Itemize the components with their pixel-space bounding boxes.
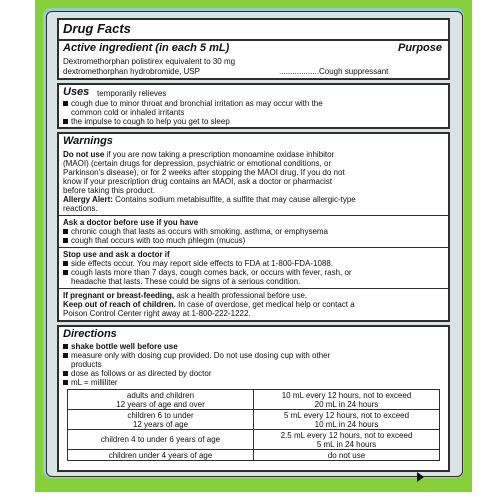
table-row — [68, 390, 440, 410]
age-cell: adults and children 12 years of age and over — [68, 390, 254, 410]
list-item: chronic cough that lasts as occurs with smoking, asthma, or emphysema — [63, 227, 328, 237]
bullet-icon — [63, 344, 68, 349]
uses-title: Uses — [63, 86, 90, 98]
list-item-cont: headache that lasts. These could be signs of a serious condition. — [71, 277, 301, 286]
uses-intro: temporarily relieves — [97, 89, 167, 98]
warnings-title: Warnings — [63, 135, 113, 147]
keep-out-line2: Poison Control Center right away at 1-800-222-1222. — [63, 309, 251, 318]
label-background — [46, 11, 463, 477]
dose-cell: do not use — [254, 450, 440, 461]
do-not-use-line3: Parkinson's disease), or for 2 weeks after stopping the MAOI drug. If you do not — [63, 168, 345, 177]
ingredient-line1: Dextromethorphan polistirex equivalent to 30 mg — [63, 57, 236, 66]
list-item: the impulse to cough to help you get to sleep — [63, 117, 230, 127]
continue-arrow-icon — [417, 472, 424, 482]
list-item-cont: products — [71, 360, 102, 369]
do-not-use-line5: before taking this product. — [63, 186, 156, 195]
table-row — [68, 450, 440, 461]
stop-use-title: Stop use and ask a doctor if — [63, 250, 170, 259]
age-cell: children 6 to under 12 years of age — [68, 410, 254, 430]
list-item-cont: common cold or inhaled irritants — [71, 108, 185, 117]
list-item: side effects occur. You may report side effects to FDA at 1-800-FDA-1088. — [63, 259, 333, 269]
do-not-use-line2: (MAOI) (certain drugs for depression, psychiatric or emotional conditions, or — [63, 159, 332, 168]
table-row — [68, 410, 440, 430]
divider — [59, 247, 448, 248]
drug-facts-panel — [57, 18, 450, 80]
purpose-label: Purpose — [397, 42, 442, 54]
divider — [59, 39, 448, 41]
ingredient-purpose: ..................Cough suppressant — [279, 67, 389, 76]
dosage-table — [67, 389, 440, 461]
ingredient-line2: dextromethorphan hydrobromide, USP — [63, 67, 200, 76]
divider — [59, 215, 448, 216]
ask-doctor-title: Ask a doctor before use if you have — [63, 218, 199, 227]
list-item: mL = milliliter — [63, 378, 118, 388]
allergy-line2: reactions. — [63, 204, 98, 213]
list-item: dose as follows or as directed by doctor — [63, 369, 212, 379]
bullet-icon — [63, 238, 68, 243]
bullet-icon — [63, 380, 68, 385]
package-side — [35, 0, 472, 492]
bullet-icon — [63, 119, 68, 124]
table-row — [68, 430, 440, 450]
directions-title: Directions — [63, 328, 117, 340]
list-item: cough lasts more than 7 days, cough comes back, or occurs with fever, rash, or — [63, 268, 352, 278]
bullet-icon — [63, 270, 68, 275]
dose-cell: 2.5 mL every 12 hours, not to exceed 5 mL in 24 hours — [254, 430, 440, 450]
label-frame — [43, 8, 464, 478]
bullet-icon — [63, 101, 68, 106]
uses-panel — [57, 83, 450, 129]
bullet-icon — [63, 371, 68, 376]
warnings-panel — [57, 132, 450, 322]
list-item: measure only with dosing cup provided. Do not use dosing cup with other — [63, 351, 330, 361]
bullet-icon — [63, 353, 68, 358]
directions-panel — [57, 325, 450, 472]
keep-out-line1: Keep out of reach of children. In case of overdose, get medical help or contact a — [63, 300, 355, 309]
dose-cell: 10 mL every 12 hours, not to exceed 20 mL in 24 hours — [254, 390, 440, 410]
allergy-line1: Allergy Alert: Contains sodium metabisulfite, a sulfite that may cause allergic-type — [63, 195, 356, 204]
age-cell: children 4 to under 6 years of age — [68, 430, 254, 450]
drug-facts-title: Drug Facts — [63, 21, 131, 36]
list-item: cough that occurs with too much phlegm (mucus) — [63, 236, 245, 246]
age-cell: children under 4 years of age — [68, 450, 254, 461]
divider — [59, 288, 448, 289]
do-not-use-line4: know if your prescription drug contains an MAOI, ask a doctor or pharmacist — [63, 177, 333, 186]
dose-cell: 5 mL every 12 hours, not to exceed 10 mL in 24 hours — [254, 410, 440, 430]
list-item: cough due to minor throat and bronchial irritation as may occur with the — [63, 99, 323, 109]
list-item: shake bottle well before use — [63, 342, 178, 352]
bullet-icon — [63, 229, 68, 234]
bullet-icon — [63, 261, 68, 266]
active-ingredient-label: Active ingredient (in each 5 mL) — [63, 42, 230, 54]
pregnant-line: If pregnant or breast-feeding, ask a health professional before use. — [63, 291, 308, 300]
do-not-use-line1: Do not use if you are now taking a prescription monoamine oxidase inhibitor — [63, 150, 335, 159]
